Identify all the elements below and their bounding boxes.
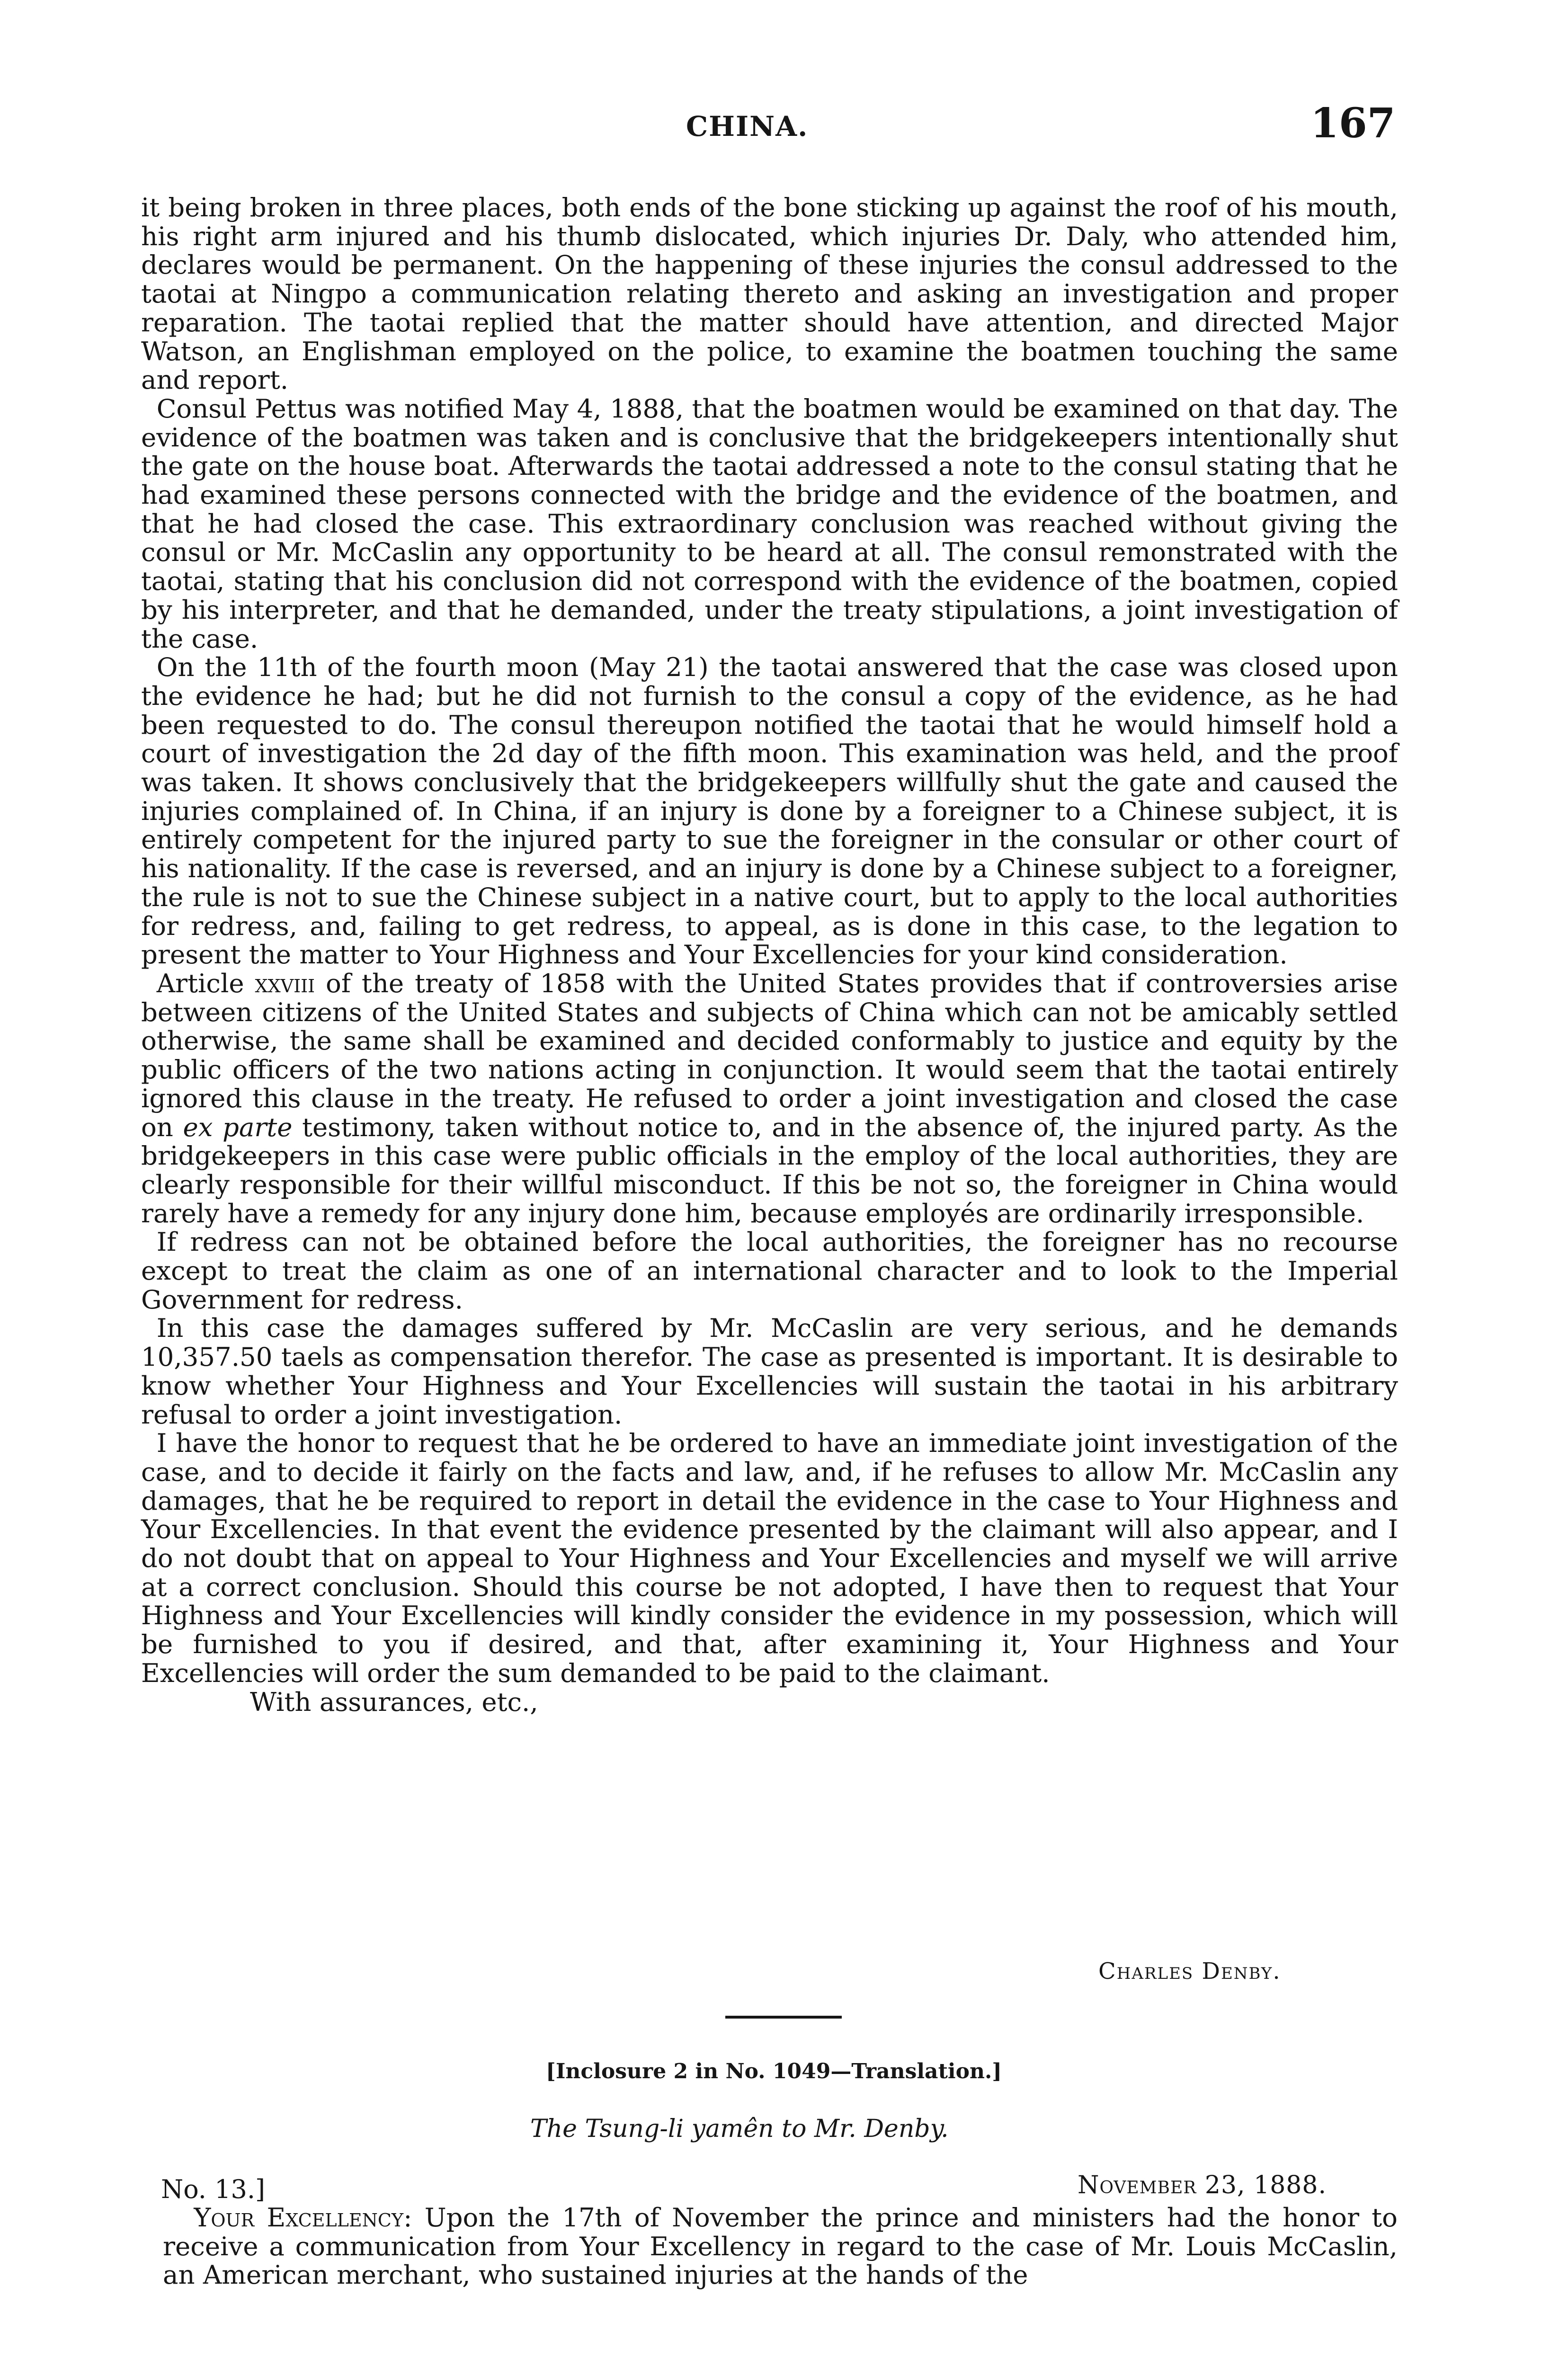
- running-title: CHINA.: [686, 110, 809, 142]
- ex-parte-italic: ex parte: [183, 1112, 293, 1142]
- paragraph-6: In this case the damages suffered by Mr. McCaslin are very serious, and he demands 10,357.50 taels as compensation therefor. The case as presented is important. It is desirable to know whether Your Highness and Your Excellencies will sustain the taotai in his arbitrary refusal to order a joint investigation.: [141, 1313, 1398, 1430]
- inclosure-heading: [Inclosure 2 in No. 1049—Translation.]: [546, 2059, 1002, 2083]
- signature: Charles Denby.: [1098, 1958, 1281, 1984]
- inclosure-letter-title: The Tsung-li yamên to Mr. Denby.: [530, 2115, 949, 2143]
- paragraph-2: Consul Pettus was notified May 4, 1888, that the boatmen would be examined on that day. The evidence of the boatmen was taken and is conclusive that the bridgekeepers intentionally shut the gate on the house boat. Afterwards the taotai addressed a note to the consul stating that he had examined these persons connected with the bridge and the evidence of the boatmen, and that he had closed the case. This extraordinary conclusion was reached without giving the consul or Mr. McCaslin any opportunity to be heard at all. The consul remonstrated with the taotai, stating that his conclusion did not correspond with the evidence of the boatmen, copied by his interpreter, and that he demanded, under the treaty stipulations, a joint investigation of the case.: [141, 393, 1398, 654]
- closing-line: With assurances, etc.,: [250, 1686, 538, 1717]
- paragraph-4-end: testimony, taken without notice to, and in the absence of, the injured party. As the bridgekeepers in this case were public officials in the employ of the local authorities, they are clearly responsible for their willful misconduct. If this be not so, the foreigner in China would rarely have a remedy for any injury done him, because employés are ordinarily irresponsible.: [141, 1112, 1398, 1228]
- paragraph-4: [141, 969, 1398, 1228]
- inclosure-paragraph-text: : Upon the 17th of November the prince and ministers had the honor to receive a communication from Your Excellency in regard to the case of Mr. Louis McCaslin, an American merchant, who sustained injuries at the hands of the: [163, 2202, 1398, 2290]
- section-divider: [725, 2016, 842, 2019]
- paragraph-3: On the 11th of the fourth moon (May 21) the taotai answered that the case was closed upon the evidence he had; but he did not furnish to the consul a copy of the evidence, as he had been requested to do. The consul thereupon notified the taotai that he would himself hold a court of investigation the 2d day of the fifth moon. This examination was held, and the proof was taken. It shows conclusively that the bridgekeepers willfully shut the gate and caused the injuries complained of. In China, if an injury is done by a foreigner to a Chinese subject, it is entirely competent for the injured party to sue the foreigner in the consular or other court of his nationality. If the case is reversed, and an injury is done by a Chinese subject to a foreigner, the rule is not to sue the Chinese subject in a native court, but to apply to the local authorities for redress, and, failing to get redress, to appeal, as is done in this case, to the legation to present the matter to Your Highness and Your Excellencies for your kind consideration.: [141, 652, 1398, 970]
- paragraph-4-start: Article: [156, 968, 255, 998]
- inclosure-letter-body: [163, 2203, 1398, 2289]
- paragraph-4-middle: of the treaty of 1858 with the United States provides that if controversies arise between citizens of the United States and subjects of China which can not be amicably settled otherwise, the same shall be examined and decided conformably to justice and equity by the public officers of the two nations acting in conjunction. It would seem that the taotai entirely ignored this clause in the treaty. He refused to order a joint investigation and closed the case on: [141, 968, 1398, 1142]
- inclosure-letter-date: November 23, 1888.: [1078, 2171, 1327, 2199]
- paragraph-7: I have the honor to request that he be ordered to have an immediate joint investigation of the case, and to decide it fairly on the facts and law, and, if he refuses to allow Mr. McCaslin any damages, that he be required to report in detail the evidence in the case to Your Highness and Your Excellencies. In that event the evidence presented by the claimant will also appear, and I do not doubt that on appeal to Your Highness and Your Excellencies and myself we will arrive at a correct conclusion. Should this course be not adopted, I have then to request that Your Highness and Your Excellencies will kindly consider the evidence in my possession, which will be furnished to you if desired, and that, after examining it, Your Highness and Your Excellencies will order the sum demanded to be paid to the claimant.: [141, 1428, 1398, 1688]
- inclosure-letter-number: No. 13.]: [161, 2174, 266, 2204]
- salutation: Your Excellency: [194, 2202, 404, 2233]
- paragraph-1: it being broken in three places, both ends of the bone sticking up against the roof of his mouth, his right arm injured and his thumb dislocated, which injuries Dr. Daly, who attended him, declares would be permanent. On the happening of these injuries the consul addressed to the taotai at Ningpo a communication relating thereto and asking an investigation and proper reparation. The taotai replied that the matter should have attention, and directed Major Watson, an Englishman employed on the police, to examine the boatmen touching the same and report.: [141, 192, 1398, 395]
- inclosure-paragraph-1: [163, 2203, 1398, 2289]
- page-number: 167: [1310, 99, 1396, 147]
- letter-body-text: [141, 193, 1398, 1716]
- paragraph-5: If redress can not be obtained before the local authorities, the foreigner has no recourse except to treat the claim as one of an international character and to look to the Imperial Government for redress.: [141, 1227, 1398, 1315]
- treaty-article-numeral: xxviii: [255, 968, 315, 998]
